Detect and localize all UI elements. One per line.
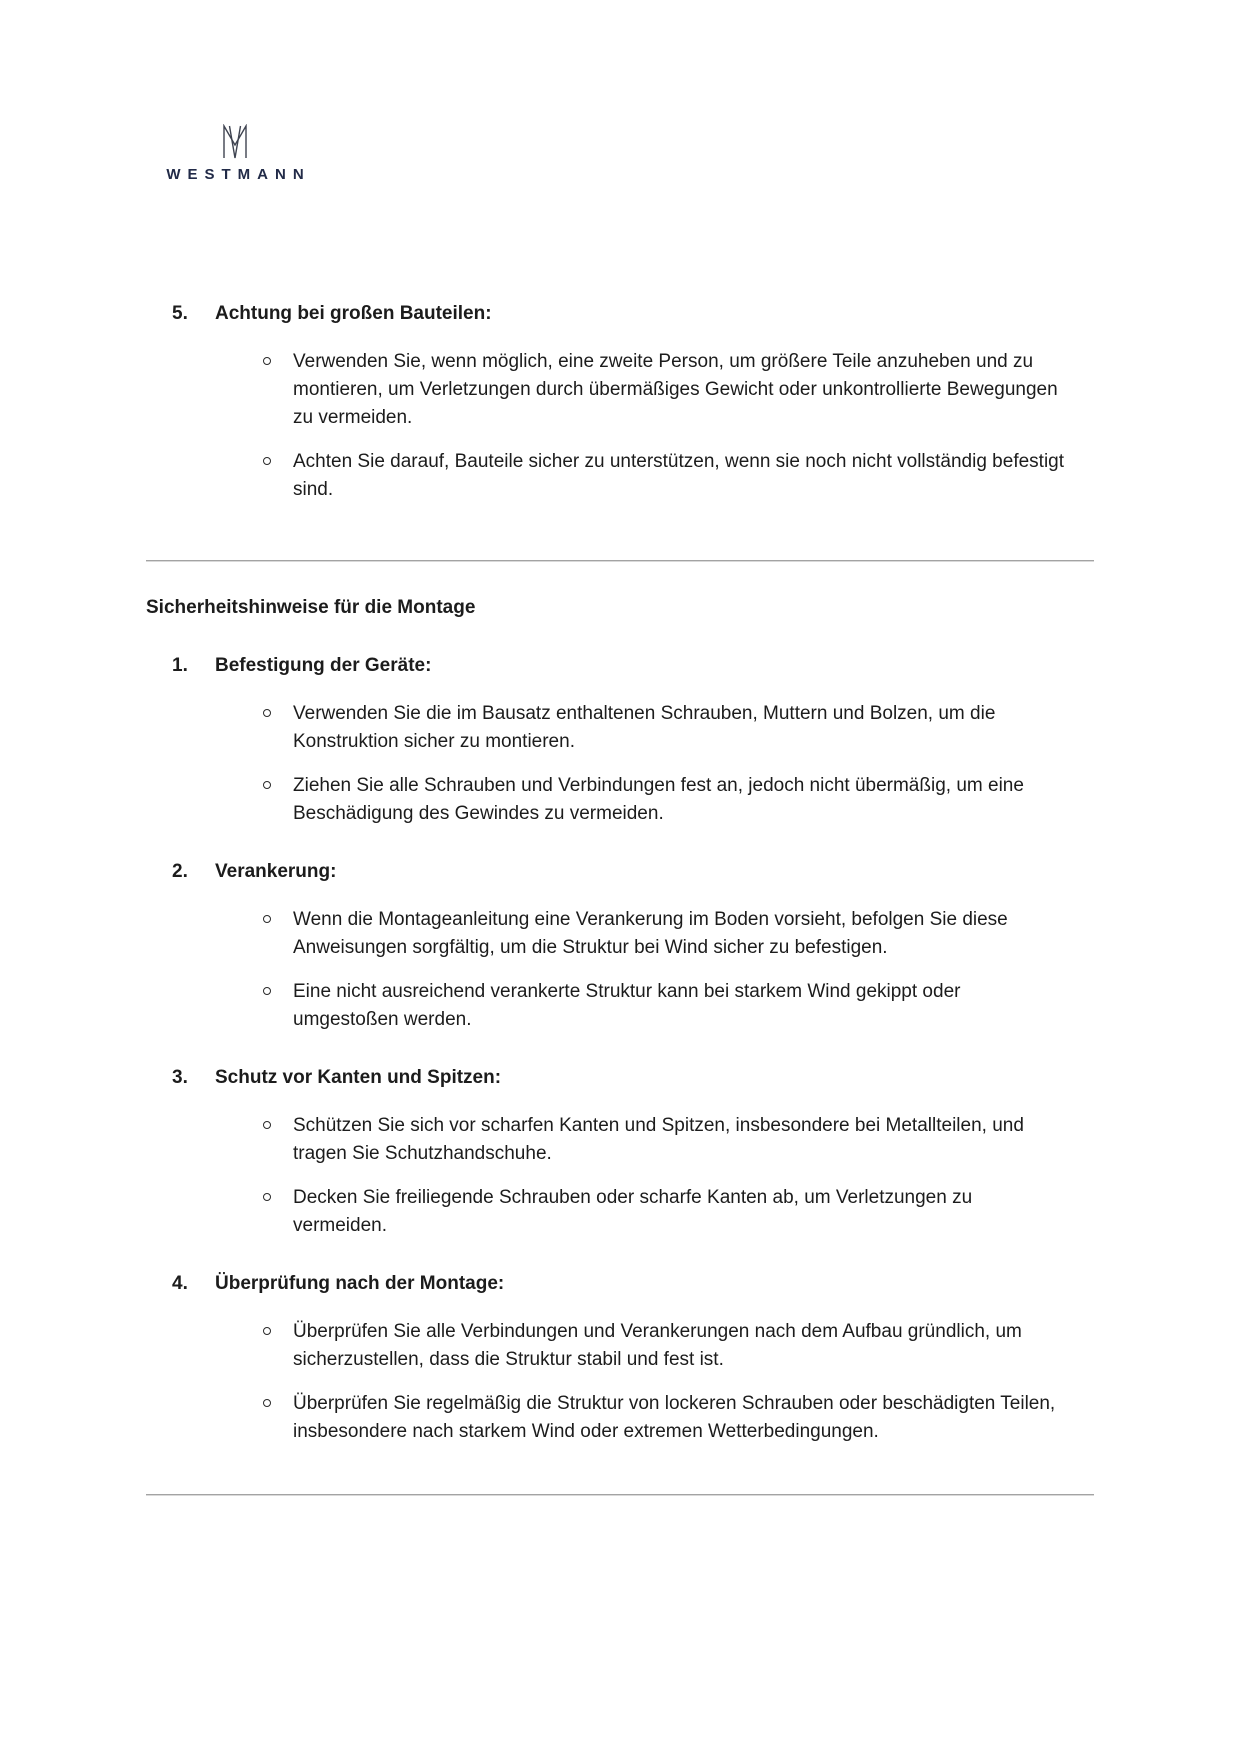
list-item-3 — [146, 1064, 1096, 1240]
horizontal-divider — [146, 560, 1094, 562]
bullet-item — [263, 978, 1096, 1034]
bullet-marker-icon — [263, 1318, 293, 1374]
list-item-title: Überprüfung nach der Montage: — [215, 1273, 505, 1294]
list-item-2 — [146, 858, 1096, 1034]
list-item-title: Achtung bei großen Bauteilen: — [215, 303, 492, 324]
list-item-number: 3. — [172, 1067, 188, 1088]
bullet-marker-icon — [263, 906, 293, 962]
bullet-item — [263, 448, 1096, 504]
brand-name: WESTMANN — [166, 166, 311, 183]
list-item-4 — [146, 1270, 1096, 1446]
bullet-marker-icon — [263, 348, 293, 432]
list-item-heading — [172, 1270, 1096, 1298]
bullet-marker-icon — [263, 1184, 293, 1240]
bullet-item — [263, 1184, 1096, 1240]
bullet-text: Überprüfen Sie regelmäßig die Struktur von lockeren Schrauben oder beschädigten Teilen, insbesondere nach starkem Wind oder extremen Wetterbedingungen. — [293, 1393, 1056, 1442]
horizontal-divider — [146, 1494, 1094, 1496]
bullet-text: Schützen Sie sich vor scharfen Kanten und Spitzen, insbesondere bei Metallteilen, und tragen Sie Schutzhandschuhe. — [293, 1115, 1024, 1164]
bullet-marker-icon — [263, 978, 293, 1034]
bullet-text: Verwenden Sie die im Bausatz enthaltenen Schrauben, Muttern und Bolzen, um die Konstruktion sicher zu montieren. — [293, 703, 996, 752]
bullet-marker-icon — [263, 1112, 293, 1168]
bullet-text: Achten Sie darauf, Bauteile sicher zu unterstützen, wenn sie noch nicht vollständig befestigt sind. — [293, 451, 1065, 500]
bullet-text: Ziehen Sie alle Schrauben und Verbindungen fest an, jedoch nicht übermäßig, um eine Beschädigung des Gewindes zu vermeiden. — [293, 775, 1024, 824]
bullet-item — [263, 1390, 1096, 1446]
bullet-marker-icon — [263, 448, 293, 504]
brand-logo — [158, 124, 312, 183]
list-item-heading — [172, 652, 1096, 680]
westmann-monogram-icon — [221, 124, 249, 160]
bullet-item — [263, 1112, 1096, 1168]
bullet-text: Überprüfen Sie alle Verbindungen und Verankerungen nach dem Aufbau gründlich, um sicherzustellen, dass die Struktur stabil und fest ist. — [293, 1321, 1022, 1370]
list-item-number: 1. — [172, 655, 188, 676]
list-item-title: Verankerung: — [215, 861, 337, 882]
bullet-marker-icon — [263, 772, 293, 828]
list-item-number: 4. — [172, 1273, 188, 1294]
list-item-heading — [172, 300, 1096, 328]
section-heading: Sicherheitshinweise für die Montage — [146, 597, 476, 618]
list-item-5 — [146, 300, 1096, 504]
bullet-marker-icon — [263, 1390, 293, 1446]
bullet-text: Eine nicht ausreichend verankerte Struktur kann bei starkem Wind gekippt oder umgestoßen werden. — [293, 981, 961, 1030]
list-item-number: 2. — [172, 861, 188, 882]
bullet-marker-icon — [263, 700, 293, 756]
list-item-1 — [146, 652, 1096, 828]
list-item-heading — [172, 1064, 1096, 1092]
bullet-item — [263, 1318, 1096, 1374]
bullet-item — [263, 772, 1096, 828]
bullet-text: Wenn die Montageanleitung eine Verankerung im Boden vorsieht, befolgen Sie diese Anweisungen sorgfältig, um die Struktur bei Wind sicher zu befestigen. — [293, 909, 1008, 958]
list-item-title: Befestigung der Geräte: — [215, 655, 432, 676]
list-item-title: Schutz vor Kanten und Spitzen: — [215, 1067, 502, 1088]
document-content — [146, 300, 1096, 1496]
bullet-text: Verwenden Sie, wenn möglich, eine zweite Person, um größere Teile anzuheben und zu montieren, um Verletzungen durch übermäßiges Gewicht oder unkontrollierte Bewegungen zu vermeiden. — [293, 351, 1058, 428]
list-item-heading — [172, 858, 1096, 886]
bullet-item — [263, 348, 1096, 432]
bullet-item — [263, 906, 1096, 962]
bullet-text: Decken Sie freiliegende Schrauben oder scharfe Kanten ab, um Verletzungen zu vermeiden. — [293, 1187, 973, 1236]
bullet-item — [263, 700, 1096, 756]
list-item-number: 5. — [172, 303, 188, 324]
